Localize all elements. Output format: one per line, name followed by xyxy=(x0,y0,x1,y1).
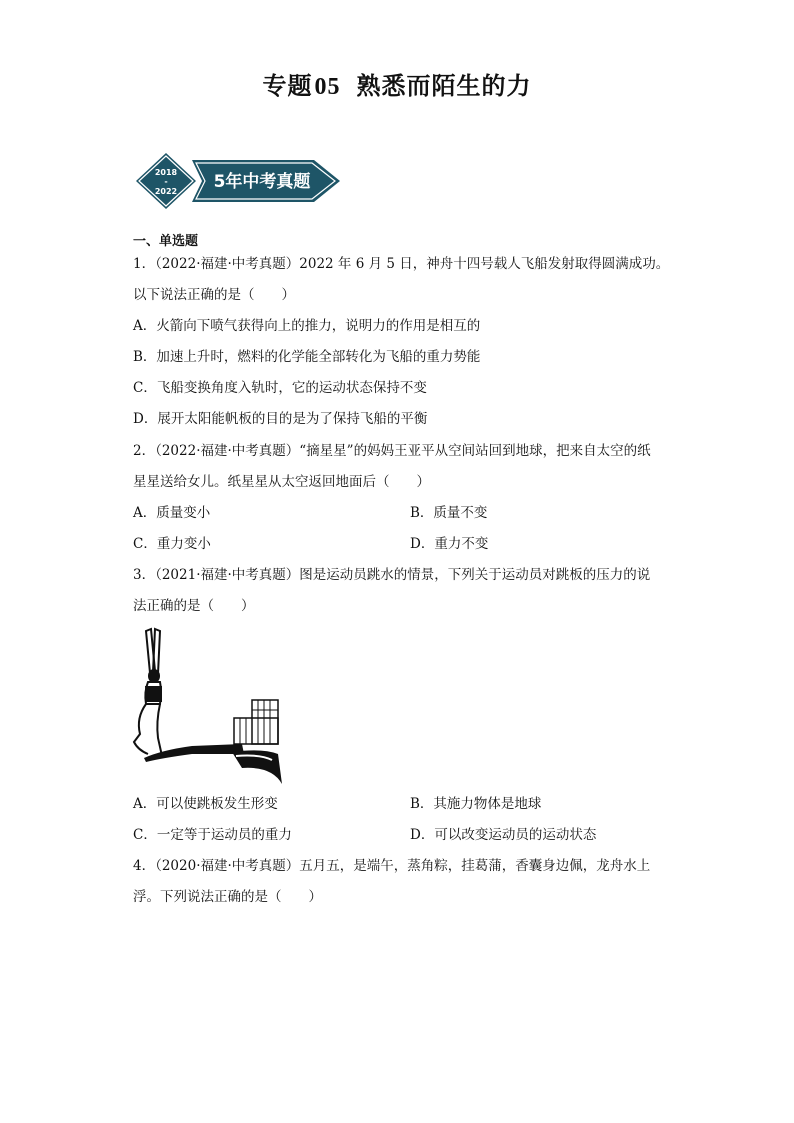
title-number: 05 xyxy=(314,74,341,100)
q1-option-c: C．飞船变换角度入轨时，它的运动状态保持不变 xyxy=(133,380,427,396)
q3-option-c: C．一定等于运动员的重力 xyxy=(133,827,292,843)
q1-option-b: B．加速上升时，燃料的化学能全部转化为飞船的重力势能 xyxy=(133,349,481,365)
banner-year-bottom: 2022 xyxy=(154,187,178,196)
banner-year-top: 2018 xyxy=(154,168,178,177)
q3-stem-line-2: 法正确的是（ ） xyxy=(133,598,255,614)
q2-option-d: D．重力不变 xyxy=(410,536,489,552)
diver-figure xyxy=(132,626,282,786)
q3-option-d: D．可以改变运动员的运动状态 xyxy=(410,827,597,843)
q3-option-b: B．其施力物体是地球 xyxy=(410,796,542,812)
section-banner xyxy=(132,150,344,212)
q1-option-a: A．火箭向下喷气获得向上的推力，说明力的作用是相互的 xyxy=(133,318,481,334)
q2-option-c: C．重力变小 xyxy=(133,536,211,552)
title-text: 熟悉而陌生的力 xyxy=(356,72,532,100)
q1-option-d: D．展开太阳能帆板的目的是为了保持飞船的平衡 xyxy=(133,411,428,427)
q2-option-b: B．质量不变 xyxy=(410,505,488,521)
page-title xyxy=(0,66,794,101)
q1-stem-line-2: 以下说法正确的是（ ） xyxy=(133,287,295,303)
q1-stem-line-1: 1．（2022·福建·中考真题）2022 年 6 月 5 日，神舟十四号载人飞船发射取得圆满成功。 xyxy=(133,256,670,272)
section-heading: 一、单选题 xyxy=(133,234,199,249)
banner-year-dash: - xyxy=(164,177,168,186)
q2-stem-line-2: 星星送给女儿。纸星星从太空返回地面后（ ） xyxy=(133,474,430,490)
q3-option-a: A．可以使跳板发生形变 xyxy=(133,796,278,812)
q2-stem-line-1: 2．（2022·福建·中考真题）“摘星星”的妈妈王亚平从空间站回到地球，把来自太空的纸 xyxy=(133,443,651,459)
q3-stem-line-1: 3．（2021·福建·中考真题）图是运动员跳水的情景，下列关于运动员对跳板的压力的说 xyxy=(133,567,651,583)
title-prefix: 专题 xyxy=(262,72,313,100)
q4-stem-line-2: 浮。下列说法正确的是（ ） xyxy=(133,889,322,905)
banner-label: 5年中考真题 xyxy=(213,172,311,192)
q4-stem-line-1: 4．（2020·福建·中考真题）五月五，是端午，蒸角粽，挂葛蒲，香囊身边佩，龙舟水上 xyxy=(133,858,651,874)
q2-option-a: A．质量变小 xyxy=(133,505,211,521)
